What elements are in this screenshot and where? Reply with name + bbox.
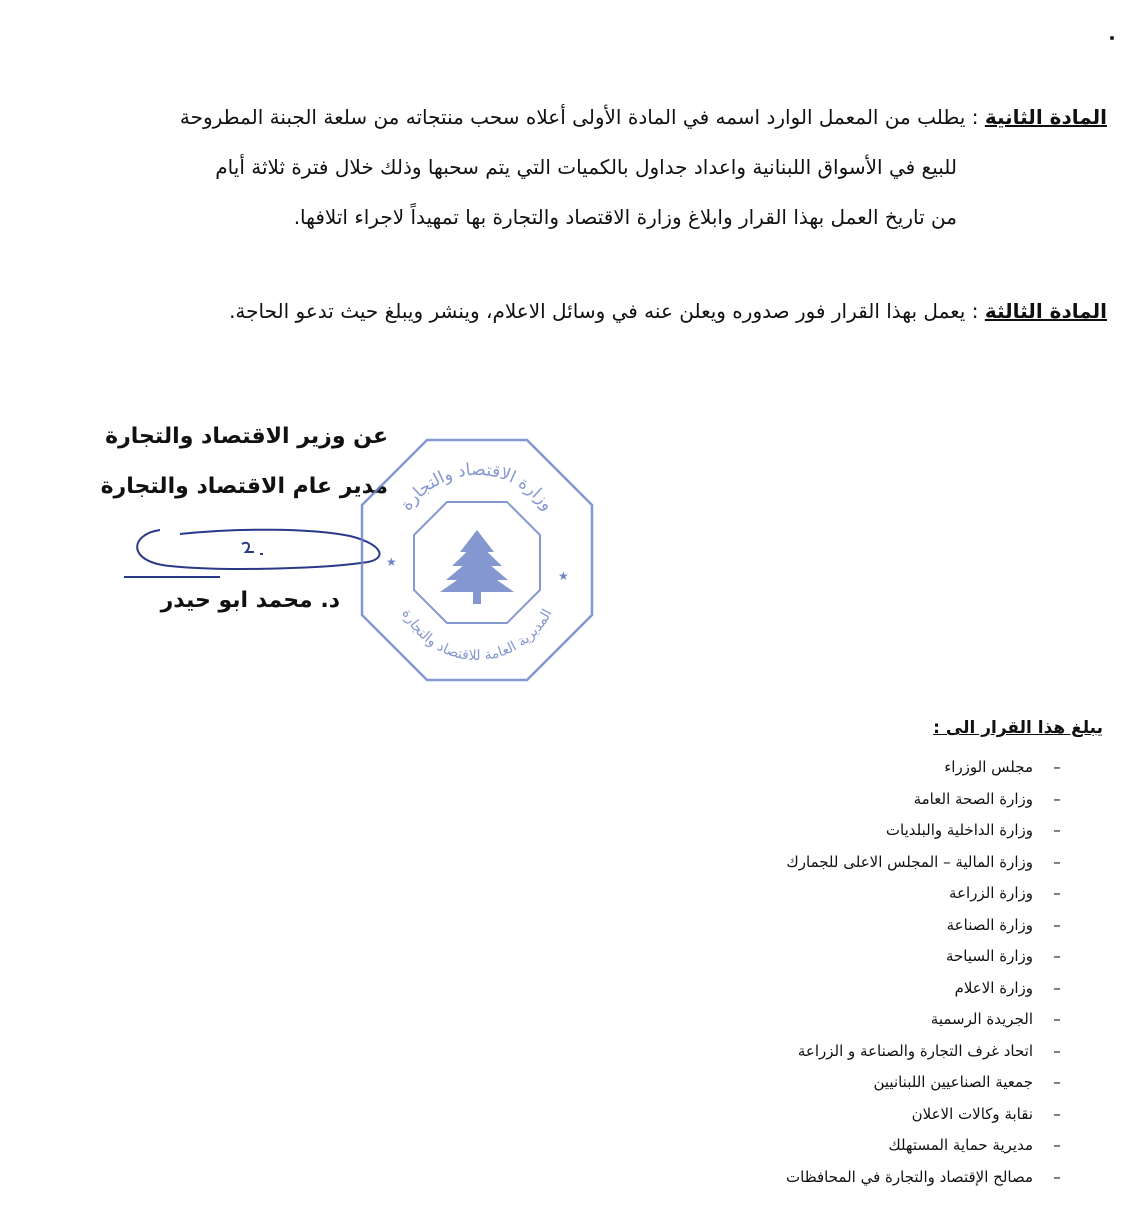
list-item <box>561 910 1081 942</box>
cedar-tree-icon <box>440 530 514 604</box>
article-three-label: المادة الثالثة <box>984 299 1107 323</box>
notify-title: يبلغ هذا القرار الى : <box>933 718 1103 738</box>
list-dash: – <box>1053 1010 1061 1028</box>
list-dash: – <box>1053 915 1061 934</box>
list-item-text: الجريدة الرسمية <box>930 1010 1033 1028</box>
list-dash: – <box>1053 821 1061 839</box>
list-item-text: وزارة الصناعة <box>946 915 1033 934</box>
list-item-text: مصالح الإقتصاد والتجارة في المحافظات <box>786 1167 1033 1186</box>
stamp-top-text: وزارة الاقتصاد والتجارة <box>396 459 558 515</box>
list-item <box>561 1130 1081 1162</box>
list-item <box>561 1036 1081 1068</box>
svg-text:وزارة الاقتصاد والتجارة <box>397 460 558 515</box>
scan-speck <box>1110 36 1114 40</box>
list-item <box>561 941 1081 973</box>
article-three-text: يعمل بهذا القرار فور صدوره ويعلن عنه في وسائل الاعلام، وينشر ويبلغ حيث تدعو الحاجة. <box>229 299 966 323</box>
list-item <box>561 815 1081 847</box>
list-item-text: نقابة وكالات الاعلان <box>911 1104 1033 1123</box>
list-item-text: وزارة المالية – المجلس الاعلى للجمارك <box>786 852 1033 871</box>
list-dash: – <box>1053 1041 1061 1060</box>
article-two <box>87 92 1107 242</box>
list-item <box>561 784 1081 816</box>
star-icon: ★ <box>386 555 397 569</box>
article-three-colon: : <box>965 299 979 323</box>
list-item <box>561 1004 1081 1036</box>
ministry-stamp <box>352 430 602 692</box>
list-dash: – <box>1053 1073 1061 1091</box>
list-dash: – <box>1053 1104 1061 1123</box>
handwritten-signature <box>120 522 390 592</box>
article-two-colon: : <box>965 105 979 129</box>
list-dash: – <box>1053 884 1061 902</box>
list-item-text: وزارة السياحة <box>945 947 1033 965</box>
list-item-text: جمعية الصناعيين اللبنانيين <box>873 1073 1033 1091</box>
article-two-label: المادة الثانية <box>984 105 1107 129</box>
list-item <box>561 1162 1081 1194</box>
list-dash: – <box>1053 978 1061 997</box>
list-item-text: اتحاد غرف التجارة والصناعة و الزراعة <box>797 1041 1033 1060</box>
article-two-text-3: من تاريخ العمل بهذا القرار وابلاغ وزارة الاقتصاد والتجارة بها تمهيداً لاجراء اتلافها. <box>293 205 957 229</box>
signatory-name: د. محمد ابو حيدر <box>160 588 340 613</box>
article-three <box>87 286 1107 336</box>
star-icon: ★ <box>558 569 569 583</box>
list-dash: – <box>1053 789 1061 808</box>
list-item-text: وزارة الاعلام <box>954 978 1033 997</box>
list-item <box>561 1099 1081 1131</box>
list-item-text: وزارة الصحة العامة <box>913 789 1033 808</box>
stamp-bottom-text: المديرية العامة للاقتصاد والتجارة <box>398 606 556 665</box>
list-item <box>561 878 1081 910</box>
list-item-text: مديرية حماية المستهلك <box>888 1136 1033 1154</box>
list-item <box>561 847 1081 879</box>
list-item-text: وزارة الداخلية والبلديات <box>885 821 1033 839</box>
list-item <box>561 752 1081 784</box>
list-dash: – <box>1053 947 1061 965</box>
article-two-text-2: للبيع في الأسواق اللبنانية واعداد جداول بالكميات التي يتم سحبها وذلك خلال فترة ثلاثة أيام <box>215 155 957 179</box>
list-dash: – <box>1053 1136 1061 1154</box>
list-dash: – <box>1053 852 1061 871</box>
list-item <box>561 973 1081 1005</box>
list-item-text: وزارة الزراعة <box>949 884 1033 902</box>
list-item-text: مجلس الوزراء <box>944 758 1033 776</box>
list-item <box>561 1067 1081 1099</box>
article-two-line-1 <box>87 92 1107 142</box>
list-dash: – <box>1053 1167 1061 1186</box>
list-dash: – <box>1053 758 1061 776</box>
article-two-text-1: يطلب من المعمل الوارد اسمه في المادة الأولى أعلاه سحب منتجاته من سلعة الجبنة المطروحة <box>179 105 966 129</box>
signature-title-2: مدير عام الاقتصاد والتجارة <box>100 474 388 499</box>
signature-title-1: عن وزير الاقتصاد والتجارة <box>105 424 388 449</box>
notify-list <box>561 752 1081 1193</box>
svg-text:المديرية العامة للاقتصاد والتج <box>398 606 555 664</box>
